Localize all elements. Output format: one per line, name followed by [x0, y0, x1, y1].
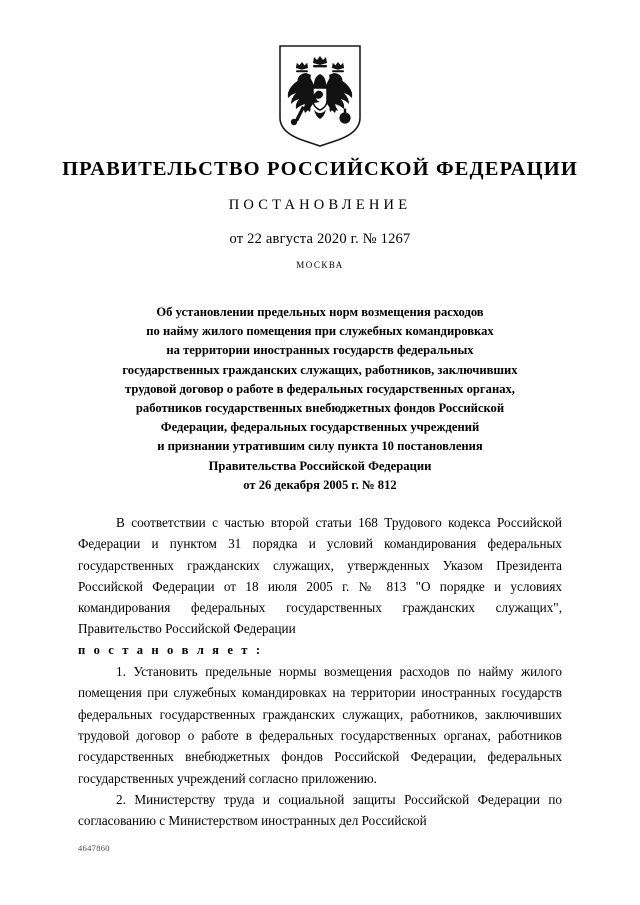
- subject-line: Федерации, федеральных государственных учреждений: [160, 420, 480, 435]
- decree-verb: п о с т а н о в л я е т :: [78, 642, 263, 657]
- clause-1-paragraph: 1. Установить предельные нормы возмещения расходов по найму жилого помещения при служебных командировках на территории иностранных государств федеральных государственных гражданских служащих, работников, заключивших трудовой договор о работе в федеральных государственных органах, работников государственных внебюджетных фондов Российской Федерации, федеральных государственных учреждений согласно приложению.: [78, 664, 562, 786]
- footer-document-code: 4647860: [78, 843, 110, 853]
- subject-line: государственных гражданских служащих, работников, заключивших: [122, 362, 518, 377]
- document-date-and-number: от 22 августа 2020 г. № 1267: [229, 231, 411, 248]
- document-city: МОСКВА: [296, 260, 344, 271]
- coat-of-arms-container: [0, 44, 640, 148]
- subject-line: по найму жилого помещения при служебных командировках: [146, 324, 494, 339]
- government-title: ПРАВИТЕЛЬСТВО РОССИЙСКОЙ ФЕДЕРАЦИИ: [62, 158, 578, 180]
- subject-line: на территории иностранных государств федеральных: [166, 343, 474, 358]
- document-header: [0, 158, 640, 271]
- russian-coat-of-arms-icon: [276, 44, 364, 148]
- subject-line: Об установлении предельных норм возмещения расходов: [156, 305, 484, 319]
- subject-line: трудовой договор о работе в федеральных государственных органах,: [125, 381, 515, 396]
- subject-line: Правительства Российской Федерации: [208, 458, 432, 473]
- clause-2-paragraph: 2. Министерству труда и социальной защиты Российской Федерации по согласованию с Министерством иностранных дел Российской: [78, 791, 562, 829]
- subject-line: от 26 декабря 2005 г. № 812: [243, 477, 397, 492]
- subject-line: работников государственных внебюджетных фондов Российской: [135, 401, 505, 416]
- subject-line: и признании утратившим силу пункта 10 постановления: [157, 439, 483, 454]
- preamble-paragraph: В соответствии с частью второй статьи 168 Трудового кодекса Российской Федерации и пунктом 31 порядка и условий командирования федеральных государственных гражданских служащих, утвержденных Указом Президента Российской Федерации от 18 июля 2005 г. № 813 "О порядке и условиях командирования федеральных государственных гражданских служащих", Правительство Российской Федерации: [78, 515, 562, 637]
- document-kind: ПОСТАНОВЛЕНИЕ: [228, 196, 412, 213]
- document-subject-title: [60, 303, 580, 495]
- document-body: [78, 512, 562, 831]
